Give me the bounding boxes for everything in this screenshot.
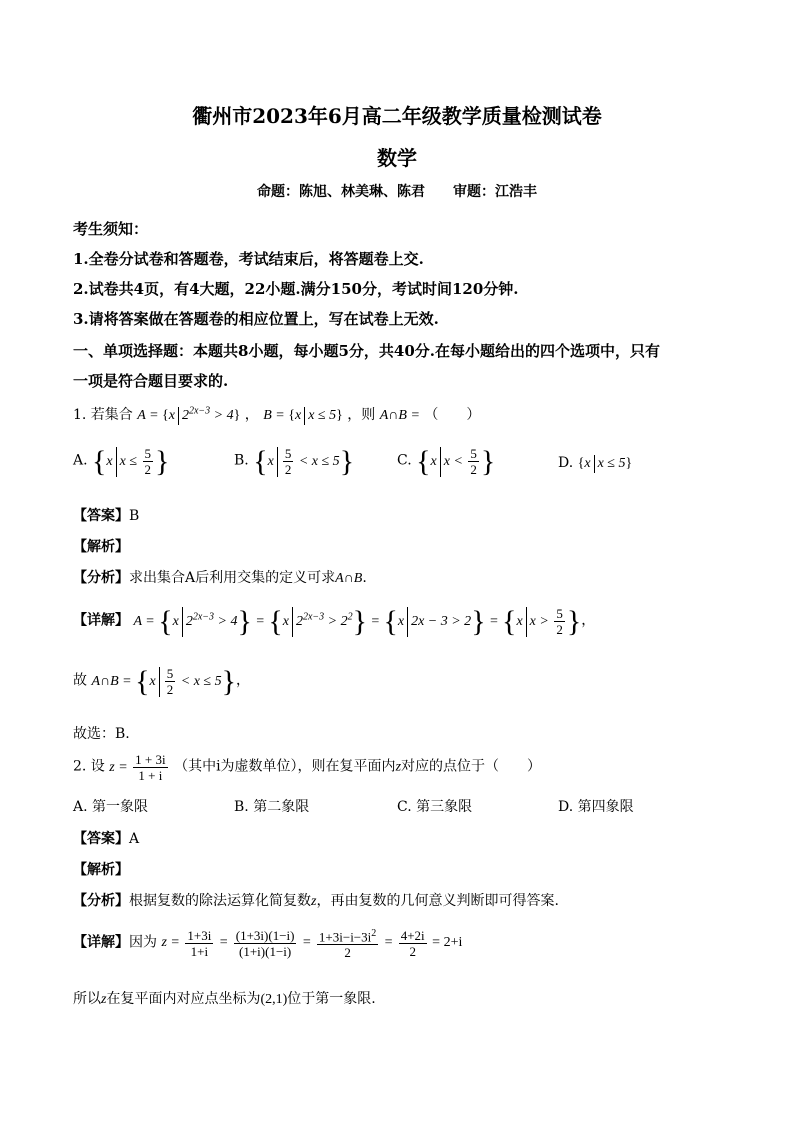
q1-set-a: A = {x $2^{2x-3} > 4$} (137, 405, 241, 423)
q1-option-c (397, 446, 495, 477)
q1-option-a-label: A. (73, 452, 88, 469)
notice-item-3: 3.请将答案做在答题卷的相应位置上，写在试卷上无效. (73, 310, 439, 328)
q2-fenxi-text-b: ，再由复数的几何意义判断即可得答案. (316, 893, 559, 909)
q1-option-d-math: {x x ≤ 5} (577, 456, 633, 472)
q2-option-b: B. 第二象限 (234, 799, 310, 815)
q1-answer-value: B (129, 508, 140, 524)
q1-conclusion-math: A∩B = {x $\frac{5}{2}$ < x ≤ 5} (91, 664, 237, 698)
q2-stem-mid: （其中i为虚数单位），则在复平面内 (174, 758, 396, 775)
q2-xiangjie-prefix: 因为 (129, 934, 157, 951)
q1-set-b: B = {x x ≤ 5} (263, 408, 343, 423)
q2-fenxi-text-a: 根据复数的除法运算化简复数 (129, 893, 311, 909)
q2-stem (73, 752, 541, 783)
q1-fenxi-text: 求出集合A后利用交集的定义可求 (129, 570, 336, 586)
q1-xiangjie-math: A = {x $2^{2x-3} > 4\} = \{x$ $2^{2x-3} > 2^2\} = \{x$ 2x − 3 > 2} = {x x > $\frac{5}{2}$ } (133, 604, 582, 638)
notice-item-2: 2.试卷共4页，有4大题，22小题.满分150分，考试时间120分钟. (73, 280, 519, 298)
q1-fenxi-math: A∩B (335, 571, 363, 586)
q1-intersection-expr: A∩B = (379, 408, 420, 423)
notice-heading: 考生须知： (73, 220, 149, 238)
q1-option-b-math: {x $\frac{5}{2}$ < x ≤ 5} (253, 444, 355, 478)
page-title: 衢州市2023年6月高二年级教学质量检测试卷 (192, 104, 602, 128)
q1-answer-label: 【答案】 (73, 508, 129, 524)
q1-option-a (73, 446, 169, 477)
q2-answer (73, 828, 139, 848)
q2-fenxi-z: z (311, 894, 317, 909)
q1-xiangjie-label: 【详解】 (73, 612, 129, 629)
q2-z: z (395, 759, 402, 775)
q2-final (73, 988, 376, 1008)
q1-option-c-label: C. (397, 452, 412, 469)
q2-final-point: (2,1) (260, 992, 288, 1007)
q2-xiangjie (73, 926, 462, 960)
q1-conclusion: 故 A∩B = {x $\frac{5}{2}$ < x ≤ 5}， (73, 664, 251, 698)
q1-choose: 故选：B. (73, 726, 130, 742)
q1-option-d-label: D. (558, 455, 574, 472)
q1-option-c-math: {x x < $\frac{5}{2}$ } (416, 444, 496, 478)
q2-final-c: 位于第一象限. (287, 991, 376, 1007)
q1-paren: （ ） (424, 407, 481, 423)
q2-fenxi (73, 890, 559, 910)
q2-final-a: 所以 (73, 991, 101, 1007)
q1-jiexi: 【解析】 (73, 539, 129, 555)
q1-fenxi-label: 【分析】 (73, 570, 129, 586)
q2-stem-prefix: 2. 设 (73, 758, 105, 775)
q1-stem-prefix: 1. 若集合 (73, 407, 133, 423)
q1-option-d (558, 455, 632, 473)
q1-answer (73, 505, 139, 525)
q2-stem-suffix: 对应的点位于（ ） (401, 758, 542, 775)
q2-fenxi-label: 【分析】 (73, 893, 129, 909)
notice-item-1: 1.全卷分试卷和答题卷，考试结束后，将答题卷上交. (73, 250, 424, 268)
q1-stem: 1. 若集合 A = {x $2^{2x-3} > 4$} ， B = {x x ≤ 5} ，则 A∩B = （ ） (73, 405, 481, 423)
q2-xiangjie-math: z = $\frac{1+3i}{1+i}$ = $\frac{(1+3i)(1-i)}{(1+i)(1-i)}$ = $\frac{1+3i-i-3i^2}{2}$ = $\frac{4+2i}{2}$ = 2+i (161, 927, 463, 961)
q2-jiexi: 【解析】 (73, 862, 129, 878)
section-heading-line-1: 一、单项选择题：本题共8小题，每小题5分，共40分.在每小题给出的四个选项中，只有 (73, 342, 660, 360)
q2-answer-label: 【答案】 (73, 831, 129, 847)
q2-option-c: C. 第三象限 (397, 799, 473, 815)
q1-option-a-math: {x x ≤ $\frac{5}{2}$ } (92, 444, 170, 478)
q2-z-def: z = $\frac{1 + 3i}{1 + i}$ (109, 752, 166, 783)
q1-xiangjie: 【详解】 A = {x $2^{2x-3} > 4\} = \{x$ $2^{2x-3} > 2^2\} = \{x$ 2x − 3 > 2} = {x x > $\frac{5}{2}$ }， (73, 604, 596, 638)
q2-final-z: z (101, 992, 107, 1007)
q2-option-a: A. 第一象限 (73, 799, 149, 815)
q1-option-b (234, 446, 354, 477)
q1-option-b-label: B. (234, 452, 249, 469)
authors-line: 命题：陈旭、林美琳、陈君 审题：江浩丰 (257, 184, 537, 200)
q1-fenxi: 【分析】求出集合A后利用交集的定义可求A∩B. (73, 570, 367, 586)
subject-title: 数学 (377, 146, 417, 170)
section-heading-line-2: 一项是符合题目要求的. (73, 372, 229, 390)
q2-xiangjie-label: 【详解】 (73, 934, 129, 951)
q2-answer-value: A (129, 831, 140, 847)
q1-stem-suffix: ，则 (347, 407, 376, 423)
q2-option-d: D. 第四象限 (558, 799, 634, 815)
q2-final-b: 在复平面内对应点坐标为 (106, 991, 261, 1007)
q1-conclusion-prefix: 故 (73, 672, 87, 689)
